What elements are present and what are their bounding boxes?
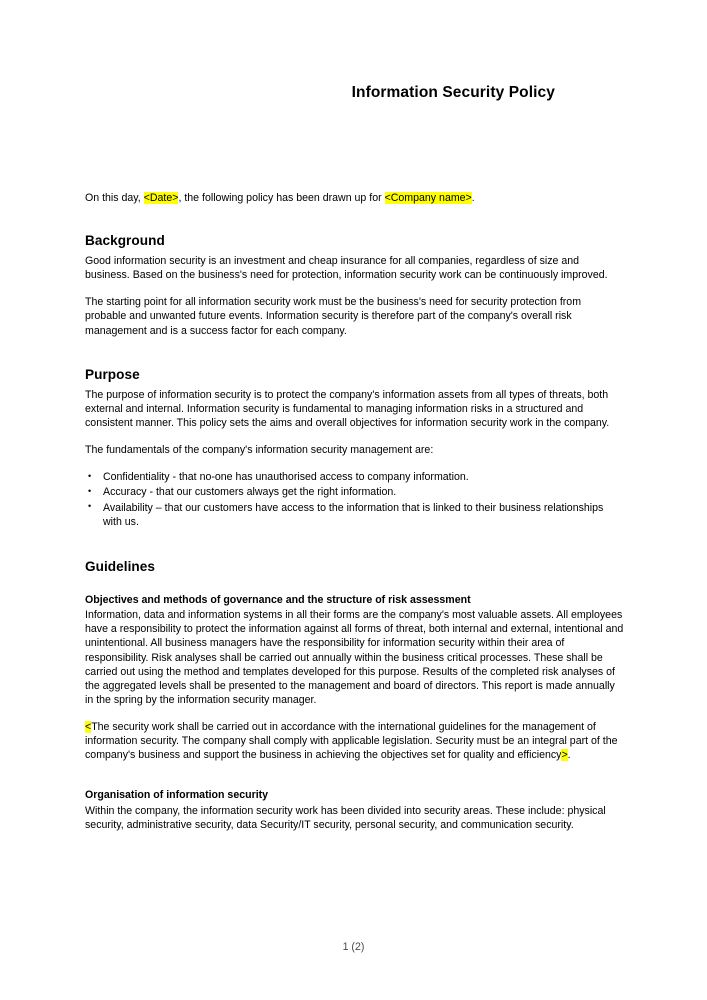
page-title: Information Security Policy [351, 84, 555, 101]
organisation-paragraph: Within the company, the information security work has been divided into security areas. These include: physical security, administrative security, data Security/IT security, personal security, and communication security. [85, 804, 606, 831]
highlighted-paragraph-text: The security work shall be carried out in accordance with the international guidelines for the management of information security. The company shall comply with applicable legislation. Security must be an integral part of the company's business and support the business in achieving the objectives set for quality and efficiency [85, 721, 618, 762]
fundamentals-list [85, 470, 625, 529]
list-item: • Accuracy - that our customers always get the right information. [85, 485, 625, 499]
date-placeholder: <Date> [143, 192, 179, 204]
background-paragraph-1: Good information security is an investment and cheap insurance for all companies, regardless of size and business. Based on the business's need for protection, information security work can be continuously improved. [85, 254, 608, 282]
company-name-placeholder: <Company name> [384, 192, 472, 204]
spacer [85, 775, 625, 788]
background-paragraph-2: The starting point for all information security work must be the business's need for security protection from probable and unwanted future events. Information security is therefore part of the company's overall risk management and is a success factor for each company. [85, 296, 582, 337]
spacer [85, 338, 625, 367]
list-item: • Confidentiality - that no-one has unauthorised access to company information. [85, 470, 625, 484]
placeholder-close-marker: > [561, 749, 568, 762]
section-heading-purpose: Purpose [85, 366, 140, 382]
document-body [85, 233, 625, 832]
purpose-paragraph-1: The purpose of information security is to protect the company's information assets from all types of threats, both external and internal. Information security is fundamental to managing information risks in a structured and consistent manner. This policy sets the aims and overall objectives for information security work in the company. [85, 388, 610, 429]
objectives-paragraph: Information, data and information systems in all their forms are the company's most valuable assets. All employees have a responsibility to protect the information against all forms of threat, both internal and external, intentional and unintentional. All business managers have the responsibility for information security within their area of responsibility. Risk analyses shall be carried out annually within the business critical processes. These shall be carried out using the method and templates developed for this purpose. Results of the completed risk analyses of the aggregated levels shall be presented to the management and board of directors. This report is made annually in the spring by the information security manager. [85, 609, 624, 706]
page-footer: 1 (2) [342, 941, 365, 953]
placeholder-open-marker: < [85, 721, 92, 734]
spacer [85, 530, 625, 559]
subsection-heading-organisation: Organisation of information security [85, 789, 269, 802]
intro-sentence [85, 191, 625, 205]
section-heading-background: Background [85, 233, 165, 248]
highlighted-placeholder-paragraph [85, 720, 625, 762]
intro-suffix: . [471, 192, 475, 204]
purpose-paragraph-2: The fundamentals of the company's information security management are: [85, 444, 434, 457]
intro-middle: , the following policy has been drawn up for [178, 192, 385, 204]
highlighted-paragraph-suffix: . [567, 749, 571, 762]
section-heading-guidelines: Guidelines [85, 558, 155, 574]
spacer [85, 580, 625, 593]
list-item: • Availability – that our customers have access to the information that is linked to their business relationships with us. [85, 501, 625, 529]
intro-prefix: On this day, [85, 192, 144, 204]
subsection-heading-objectives: Objectives and methods of governance and the structure of risk assessment [85, 593, 471, 606]
